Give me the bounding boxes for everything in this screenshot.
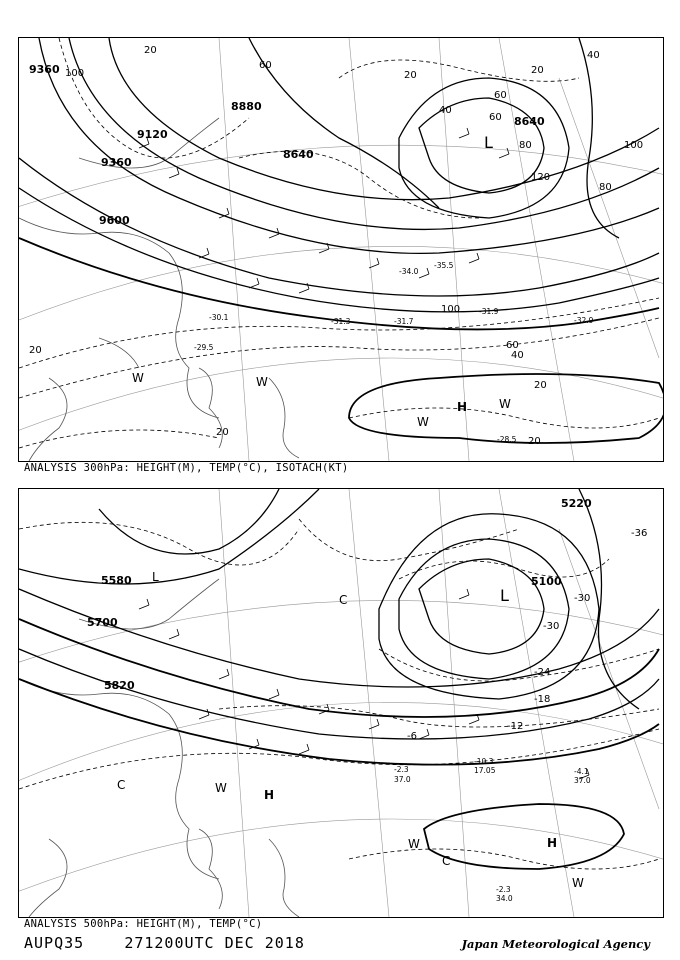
height-label: 9360: [101, 156, 132, 169]
high-center: H: [457, 400, 468, 414]
temperature-label: -30.1: [209, 313, 229, 322]
isotach-label: 40: [439, 105, 452, 116]
height-label: 5700: [87, 616, 118, 629]
isotach-label: 20: [404, 70, 417, 81]
station-value: -10.3: [474, 757, 494, 766]
graticule: [19, 38, 663, 461]
graticule: [19, 489, 663, 917]
isotach-label: 20: [216, 427, 229, 438]
station-value: 17.05: [474, 766, 496, 775]
isotherm-label: -36: [631, 528, 648, 539]
warm-center: W: [572, 876, 584, 890]
isotach-label: 60: [259, 60, 272, 71]
isotach-label: 20: [29, 345, 42, 356]
cold-center: C: [339, 593, 348, 607]
isotherm-label: -18: [534, 694, 551, 705]
height-label: 9360: [29, 63, 60, 76]
isotach-label: 20: [144, 45, 157, 56]
isotherm-label: -24: [534, 667, 551, 678]
isotherm-label: -12: [507, 721, 524, 732]
isotherms: [19, 38, 659, 448]
temperature-label: -29.5: [194, 343, 214, 352]
warm-center: W: [417, 415, 429, 429]
product-code: AUPQ35: [24, 934, 85, 952]
isotherms: [19, 519, 659, 869]
station-value: 34.0: [496, 894, 513, 903]
isotach-label: 20: [531, 65, 544, 76]
low-center: L: [152, 570, 159, 584]
isotach-label: 100: [624, 140, 644, 151]
high-center: H: [547, 836, 558, 850]
isotach-label: 60: [506, 340, 519, 351]
isotach-label: 60: [489, 112, 502, 123]
map-500hpa: [19, 489, 663, 917]
temperature-label: -31.7: [394, 317, 414, 326]
height-label: 8640: [283, 148, 314, 161]
isotach-label: 40: [511, 350, 524, 361]
isotherm-label: -30: [543, 621, 560, 632]
station-value: 37.0: [574, 776, 591, 785]
height-label: 8880: [231, 100, 262, 113]
isotach-label: 60: [494, 90, 507, 101]
caption-500hpa: ANALYSIS 500hPa: HEIGHT(M), TEMP(°C): [24, 918, 263, 930]
isotach-label: 100: [65, 68, 85, 79]
low-center: L: [500, 586, 509, 605]
isotach-label: 20: [534, 380, 547, 391]
wind-barbs: [139, 128, 509, 293]
map-300hpa: [19, 38, 663, 461]
warm-center: W: [132, 371, 144, 385]
low-center: L: [484, 133, 493, 152]
isotach-label: 80: [599, 182, 612, 193]
temperature-label: -35.5: [434, 261, 454, 270]
isotach-label: 100: [441, 304, 461, 315]
product-header: [24, 934, 305, 952]
station-value: -2.3: [394, 765, 409, 774]
warm-center: W: [215, 781, 227, 795]
height-label: 5100: [531, 575, 562, 588]
station-value: 37.0: [394, 775, 411, 784]
high-center: H: [264, 788, 275, 802]
temperature-label: -31.9: [479, 307, 499, 316]
caption-300hpa: ANALYSIS 300hPa: HEIGHT(M), TEMP(°C), ISOTACH(KT): [24, 462, 349, 474]
cold-center: C: [442, 854, 451, 868]
warm-center: W: [256, 375, 268, 389]
height-label: 5820: [104, 679, 135, 692]
height-label: 8640: [514, 115, 545, 128]
isotach-label: 80: [519, 140, 532, 151]
isotach-label: 40: [587, 50, 600, 61]
isotach-label: 20: [528, 436, 541, 447]
temperature-label: -28.5: [497, 435, 517, 444]
temperature-label: -32.9: [574, 316, 594, 325]
temperature-label: -34.0: [399, 267, 419, 276]
station-value: -4.1: [574, 767, 589, 776]
height-label: 9600: [99, 214, 130, 227]
chart-500hpa: [18, 488, 664, 918]
temperature-label: -31.3: [331, 317, 351, 326]
height-label: 9120: [137, 128, 168, 141]
isotach-label: 120: [531, 172, 551, 183]
valid-time: 271200UTC DEC 2018: [124, 934, 305, 952]
height-label: 5220: [561, 497, 592, 510]
warm-center: W: [499, 397, 511, 411]
isotherm-label: -6: [407, 731, 417, 742]
agency-credit: Japan Meteorological Agency: [461, 937, 650, 951]
isotherm-label: -30: [574, 593, 591, 604]
cold-center: C: [117, 778, 126, 792]
chart-300hpa: [18, 37, 664, 462]
warm-center: W: [408, 837, 420, 851]
station-value: -2.3: [496, 885, 511, 894]
height-label: 5580: [101, 574, 132, 587]
